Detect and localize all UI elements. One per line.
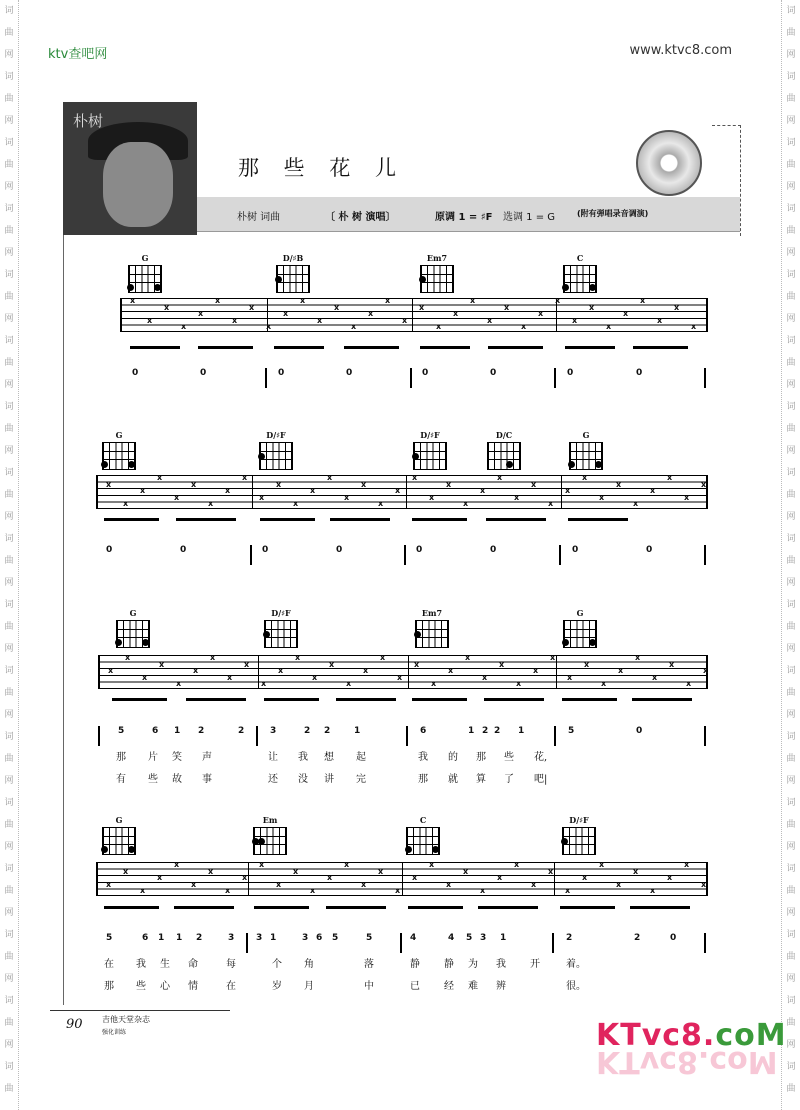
tab-note: x (106, 479, 112, 489)
watermark-char: 网 (4, 644, 14, 654)
tab-note: x (295, 653, 301, 662)
tab-note: x (198, 309, 204, 319)
right-margin-watermark (781, 0, 800, 1110)
watermark-char: 词 (4, 138, 14, 148)
watermark-char: 词 (786, 996, 796, 1006)
watermark-char: 网 (4, 182, 14, 192)
watermark-char: 曲 (4, 1084, 14, 1094)
watermark-char: 曲 (4, 1018, 14, 1028)
watermark-char: 网 (786, 512, 796, 522)
watermark-char: 网 (4, 116, 14, 126)
watermark-char: 词 (786, 798, 796, 808)
tab-staff (98, 655, 708, 689)
tab-note: x (504, 302, 510, 312)
credits: 朴树 词曲 (237, 212, 281, 223)
tab-note: x (701, 879, 707, 889)
tab-note: x (412, 473, 418, 482)
watermark-char: 词 (786, 930, 796, 940)
watermark-char: 词 (4, 336, 14, 346)
chord-diagram: Em7 (419, 253, 455, 293)
watermark-char: 网 (786, 644, 796, 654)
tab-note: x (278, 666, 284, 676)
tab-note: x (215, 296, 221, 305)
tab-note: x (635, 653, 641, 662)
tab-note: x (633, 499, 639, 509)
watermark-char: 词 (786, 6, 796, 16)
tab-note: x (448, 666, 454, 676)
tab-note: x (181, 322, 187, 332)
watermark-char: 网 (4, 776, 14, 786)
watermark-char: 曲 (4, 886, 14, 896)
watermark-char: 曲 (786, 754, 796, 764)
tab-note: x (140, 486, 146, 496)
tab-note: x (147, 315, 153, 325)
tab-note: x (533, 666, 539, 676)
tab-note: x (283, 309, 289, 319)
tab-note: x (691, 322, 697, 332)
tab-note: x (412, 873, 418, 883)
watermark-char: 曲 (4, 226, 14, 236)
tab-note: x (419, 302, 425, 312)
left-frame-line (63, 235, 64, 1005)
watermark-char: 网 (4, 842, 14, 852)
watermark-char: 曲 (786, 358, 796, 368)
tab-note: x (487, 315, 493, 325)
watermark-char: 曲 (4, 952, 14, 962)
chord-diagram: Em (252, 815, 288, 855)
chord-diagram: C (405, 815, 441, 855)
watermark-char: 网 (4, 974, 14, 984)
tab-note: x (516, 679, 522, 689)
watermark-char: 网 (4, 248, 14, 258)
tab-note: x (446, 879, 452, 889)
tab-note: x (344, 860, 350, 869)
tab-note: x (531, 479, 537, 489)
watermark-char: 曲 (786, 94, 796, 104)
watermark-char: 词 (4, 468, 14, 478)
tab-note: x (521, 322, 527, 332)
chord-diagram: D/♯F (258, 430, 294, 470)
tab-note: x (548, 499, 554, 509)
tab-note: x (572, 315, 578, 325)
watermark-char: 词 (4, 1062, 14, 1072)
watermark-char: 网 (4, 1040, 14, 1050)
watermark-char: 曲 (786, 1084, 796, 1094)
tab-note: x (327, 473, 333, 482)
watermark-char: 网 (786, 380, 796, 390)
tab-note: x (652, 672, 658, 682)
tab-note: x (140, 886, 146, 896)
tab-note: x (395, 886, 401, 896)
tab-note: x (623, 309, 629, 319)
watermark-char: 词 (786, 270, 796, 280)
watermark-char: 网 (786, 50, 796, 60)
watermark-char: 词 (786, 468, 796, 478)
tab-note: x (378, 866, 384, 876)
tab-note: x (565, 886, 571, 896)
watermark-char: 词 (786, 534, 796, 544)
watermark-char: 网 (786, 446, 796, 456)
tab-note: x (363, 666, 369, 676)
watermark-char: 网 (4, 446, 14, 456)
tab-note: x (142, 672, 148, 682)
tab-note: x (176, 679, 182, 689)
watermark-char: 词 (786, 864, 796, 874)
tab-note: x (106, 879, 112, 889)
watermark-char: 词 (786, 600, 796, 610)
watermark-char: 网 (786, 908, 796, 918)
tab-note: x (565, 486, 571, 496)
chord-diagram: D/C (486, 430, 522, 470)
tab-note: x (266, 322, 272, 332)
tab-note: x (667, 873, 673, 883)
tab-note: x (210, 653, 216, 662)
tab-note: x (125, 653, 131, 662)
magazine-subtitle: 强化训练 (102, 1029, 127, 1036)
watermark-char: 词 (4, 732, 14, 742)
tab-note: x (276, 479, 282, 489)
tab-note: x (446, 479, 452, 489)
watermark-char: 网 (4, 578, 14, 588)
tab-note: x (164, 302, 170, 312)
watermark-char: 曲 (4, 292, 14, 302)
tab-note: x (346, 679, 352, 689)
tab-note: x (584, 659, 590, 669)
tab-note: x (227, 672, 233, 682)
watermark-char: 曲 (786, 886, 796, 896)
tab-note: x (174, 492, 180, 502)
watermark-char: 词 (4, 270, 14, 280)
footer-rule (50, 1010, 230, 1011)
watermark-char: 词 (4, 930, 14, 940)
watermark-char: 曲 (4, 94, 14, 104)
tab-note: x (368, 309, 374, 319)
chord-diagram: C (562, 253, 598, 293)
tab-note: x (599, 492, 605, 502)
tab-note: x (650, 486, 656, 496)
watermark-char: 曲 (786, 160, 796, 170)
watermark-char: 曲 (786, 820, 796, 830)
original-key: 原调 1 = ♯F (435, 212, 493, 223)
site-name-left[interactable]: ktv查吧网 (48, 47, 108, 62)
tab-note: x (616, 479, 622, 489)
tab-note: x (640, 296, 646, 305)
watermark-char: 网 (786, 776, 796, 786)
recording-note: (附有弹唱录音调演) (577, 209, 649, 218)
tab-note: x (465, 653, 471, 662)
tab-note: x (208, 499, 214, 509)
tab-note: x (225, 886, 231, 896)
tab-note: x (429, 860, 435, 869)
tab-note: x (395, 486, 401, 496)
watermark-char: 网 (786, 248, 796, 258)
tab-note: x (191, 879, 197, 889)
tab-note: x (123, 866, 129, 876)
ktvc8-logo[interactable]: KTvc8.coM (596, 1018, 787, 1053)
tab-note: x (351, 322, 357, 332)
watermark-char: 词 (786, 1062, 796, 1072)
tab-note: x (650, 886, 656, 896)
tab-note: x (130, 296, 136, 305)
watermark-char: 曲 (786, 688, 796, 698)
watermark-char: 曲 (786, 622, 796, 632)
chord-diagram: G (101, 815, 137, 855)
tab-note: x (261, 679, 267, 689)
tab-note: x (531, 879, 537, 889)
tab-note: x (555, 296, 561, 305)
song-title: 那 些 花 儿 (238, 156, 406, 180)
tab-note: x (397, 672, 403, 682)
watermark-char: 网 (786, 314, 796, 324)
watermark-char: 网 (786, 182, 796, 192)
watermark-char: 词 (786, 204, 796, 214)
tab-note: x (157, 873, 163, 883)
tab-note: x (436, 322, 442, 332)
watermark-char: 网 (4, 50, 14, 60)
tab-note: x (701, 479, 707, 489)
tab-note: x (329, 659, 335, 669)
tab-note: x (344, 492, 350, 502)
tab-note: x (327, 873, 333, 883)
chord-diagram: G (127, 253, 163, 293)
tab-note: x (684, 860, 690, 869)
chord-diagram: G (101, 430, 137, 470)
tab-note: x (480, 886, 486, 896)
chord-diagram: D/♯F (561, 815, 597, 855)
tab-note: x (300, 296, 306, 305)
watermark-char: 词 (4, 798, 14, 808)
tab-note: x (684, 492, 690, 502)
watermark-char: 曲 (4, 358, 14, 368)
tab-note: x (242, 473, 248, 482)
tab-note: x (480, 486, 486, 496)
tab-note: x (497, 473, 503, 482)
jianpu-row: 0 0 0 0 0 0 0 0 (120, 368, 710, 390)
watermark-char: 词 (786, 402, 796, 412)
tab-note: x (193, 666, 199, 676)
tab-note: x (463, 866, 469, 876)
watermark-char: 网 (786, 578, 796, 588)
watermark-char: 曲 (786, 490, 796, 500)
tab-note: x (361, 479, 367, 489)
watermark-char: 网 (4, 710, 14, 720)
watermark-char: 网 (4, 908, 14, 918)
tab-note: x (414, 659, 420, 669)
tab-note: x (310, 486, 316, 496)
tab-note: x (514, 860, 520, 869)
tab-note: x (497, 873, 503, 883)
watermark-char: 曲 (786, 226, 796, 236)
tab-note: x (312, 672, 318, 682)
jianpu-row: 0 0 0 0 0 0 0 0 (96, 545, 710, 567)
watermark-char: 曲 (786, 424, 796, 434)
tab-note: x (548, 866, 554, 876)
tab-note: x (293, 499, 299, 509)
tab-note: x (259, 860, 265, 869)
watermark-char: 曲 (4, 688, 14, 698)
watermark-char: 网 (786, 974, 796, 984)
magazine-name: 吉他天堂杂志 (102, 1015, 150, 1024)
singer: 〔 朴 树 演唱〕 (325, 212, 396, 223)
tab-note: x (606, 322, 612, 332)
cd-disc-icon (636, 130, 702, 196)
watermark-char: 词 (786, 336, 796, 346)
watermark-char: 曲 (4, 490, 14, 500)
tab-note: x (669, 659, 675, 669)
watermark-char: 网 (786, 842, 796, 852)
watermark-char: 词 (786, 138, 796, 148)
tab-note: x (601, 679, 607, 689)
chord-diagram: D/♯F (412, 430, 448, 470)
tab-note: x (482, 672, 488, 682)
tab-note: x (385, 296, 391, 305)
tab-note: x (618, 666, 624, 676)
watermark-char: 网 (786, 1040, 796, 1050)
watermark-char: 词 (4, 72, 14, 82)
tab-note: x (470, 296, 476, 305)
watermark-char: 词 (4, 204, 14, 214)
chord-diagram: D/♯B (275, 253, 311, 293)
tab-note: x (667, 473, 673, 482)
tab-note: x (191, 479, 197, 489)
tab-note: x (567, 672, 573, 682)
watermark-char: 词 (4, 996, 14, 1006)
singer-photo (63, 102, 197, 235)
watermark-char: 词 (4, 600, 14, 610)
tab-note: x (582, 473, 588, 482)
watermark-char: 曲 (786, 952, 796, 962)
tab-note: x (293, 866, 299, 876)
watermark-char: 曲 (4, 754, 14, 764)
tab-note: x (514, 492, 520, 502)
watermark-char: 曲 (4, 556, 14, 566)
tab-note: x (582, 873, 588, 883)
watermark-char: 曲 (4, 622, 14, 632)
tab-note: x (453, 309, 459, 319)
watermark-char: 曲 (786, 1018, 796, 1028)
left-margin-watermark (0, 0, 19, 1110)
watermark-char: 曲 (4, 820, 14, 830)
tab-note: x (334, 302, 340, 312)
tab-note: x (249, 302, 255, 312)
tab-note: x (108, 666, 114, 676)
tab-note: x (429, 492, 435, 502)
site-url-right[interactable]: www.ktvc8.com (629, 43, 732, 58)
watermark-char: 网 (4, 512, 14, 522)
tab-note: x (244, 659, 250, 669)
watermark-char: 网 (786, 116, 796, 126)
tab-note: x (242, 873, 248, 883)
watermark-char: 词 (4, 6, 14, 16)
chord-diagram: G (562, 608, 598, 648)
tab-note: x (550, 653, 556, 662)
tab-note: x (174, 860, 180, 869)
tab-note: x (157, 473, 163, 482)
page-number: 90 (66, 1017, 83, 1032)
watermark-char: 词 (786, 732, 796, 742)
tab-note: x (431, 679, 437, 689)
chosen-key: 选调 1 = G (503, 212, 556, 223)
tab-note: x (232, 315, 238, 325)
watermark-char: 词 (786, 666, 796, 676)
watermark-char: 词 (786, 72, 796, 82)
tab-note: x (159, 659, 165, 669)
tab-note: x (225, 486, 231, 496)
watermark-char: 曲 (4, 160, 14, 170)
chord-diagram: G (568, 430, 604, 470)
watermark-char: 词 (4, 402, 14, 412)
tab-note: x (674, 302, 680, 312)
watermark-char: 词 (4, 534, 14, 544)
jianpu-row: 5 6 1 2 2 3 2 2 1 6 1 2 2 1 5 0 (98, 726, 710, 748)
watermark-char: 曲 (786, 28, 796, 38)
tab-note: x (463, 499, 469, 509)
watermark-char: 词 (4, 666, 14, 676)
tab-note: x (589, 302, 595, 312)
song-info-bar (197, 197, 740, 232)
tab-note: x (310, 886, 316, 896)
tab-staff (96, 475, 708, 509)
watermark-char: 词 (4, 864, 14, 874)
jianpu-row: 5 6 1 1 2 3 3 1 3 6 5 5 4 4 5 3 1 2 2 0 (96, 933, 710, 955)
tab-note: x (686, 679, 692, 689)
chord-diagram: D/♯F (263, 608, 299, 648)
tab-note: x (538, 309, 544, 319)
watermark-char: 网 (4, 380, 14, 390)
watermark-char: 网 (786, 710, 796, 720)
tab-note: x (499, 659, 505, 669)
tab-note: x (599, 860, 605, 869)
logo-reflection: KTvc8.coM (596, 1044, 778, 1079)
watermark-char: 曲 (786, 556, 796, 566)
chord-diagram: G (115, 608, 151, 648)
tab-note: x (361, 879, 367, 889)
tab-note: x (657, 315, 663, 325)
tab-note: x (616, 879, 622, 889)
tab-note: x (123, 499, 129, 509)
tab-staff (120, 298, 708, 332)
tab-note: x (317, 315, 323, 325)
watermark-char: 曲 (4, 28, 14, 38)
tab-note: x (402, 315, 408, 325)
tab-staff (96, 862, 708, 896)
chord-diagram: Em7 (414, 608, 450, 648)
watermark-char: 曲 (786, 292, 796, 302)
tab-note: x (259, 492, 265, 502)
watermark-char: 曲 (4, 424, 14, 434)
tab-note: x (633, 866, 639, 876)
photo-caption: 朴树 (73, 112, 104, 130)
tab-note: x (208, 866, 214, 876)
watermark-char: 网 (4, 314, 14, 324)
tab-note: x (378, 499, 384, 509)
tab-note: x (380, 653, 386, 662)
tab-note: x (703, 666, 709, 676)
tab-note: x (276, 879, 282, 889)
